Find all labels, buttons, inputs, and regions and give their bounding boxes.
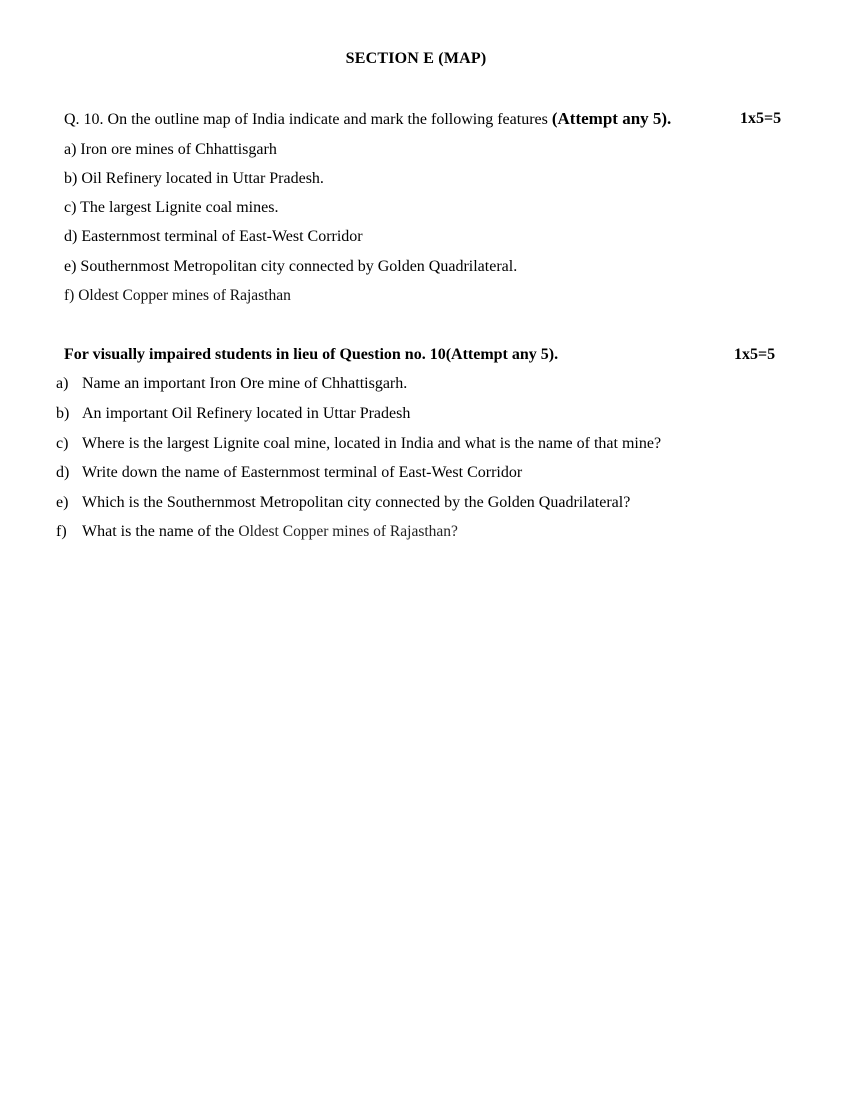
vi-item-text: Write down the name of Easternmost terminal of East-West Corridor — [82, 464, 523, 481]
question-text-wrapper — [64, 109, 671, 130]
vi-item-text: Name an important Iron Ore mine of Chhattisgarh. — [82, 375, 408, 392]
vi-item-label: b) — [56, 405, 70, 422]
option-c: c) The largest Lignite coal mines. — [64, 199, 279, 216]
vi-item-text-tail: Oldest Copper mines of Rajasthan? — [238, 523, 458, 540]
vi-item-text: Where is the largest Lignite coal mine, located in India and what is the name of that mine? — [82, 435, 662, 452]
option-a: a) Iron ore mines of Chhattisgarh — [64, 141, 277, 158]
question-attempt: (Attempt any 5). — [551, 109, 672, 128]
vi-item-label: e) — [56, 494, 69, 511]
visually-impaired-heading: For visually impaired students in lieu of Question no. 10(Attempt any 5). — [64, 346, 559, 363]
question-marks: 1x5=5 — [740, 110, 782, 127]
vi-item-label: d) — [56, 464, 70, 481]
option-e: e) Southernmost Metropolitan city connected by Golden Quadrilateral. — [64, 258, 518, 275]
question-text: Q. 10. On the outline map of India indicate and mark the following features — [64, 111, 548, 128]
vi-item-label: f) — [56, 523, 67, 540]
vi-item-text: An important Oil Refinery located in Uttar Pradesh — [82, 405, 411, 422]
vi-item-text: Which is the Southernmost Metropolitan city connected by the Golden Quadrilateral? — [82, 494, 631, 511]
option-d: d) Easternmost terminal of East-West Corridor — [64, 228, 363, 245]
vi-item-text: What is the name of the — [82, 523, 235, 540]
section-title: SECTION E (MAP) — [345, 50, 487, 67]
vi-item-label: a) — [56, 375, 69, 392]
vi-item-text-wrapper — [82, 522, 458, 542]
vi-item-label: c) — [56, 435, 69, 452]
visually-impaired-marks: 1x5=5 — [734, 346, 776, 363]
option-b: b) Oil Refinery located in Uttar Pradesh. — [64, 170, 324, 187]
option-f: f) Oldest Copper mines of Rajasthan — [64, 287, 291, 304]
